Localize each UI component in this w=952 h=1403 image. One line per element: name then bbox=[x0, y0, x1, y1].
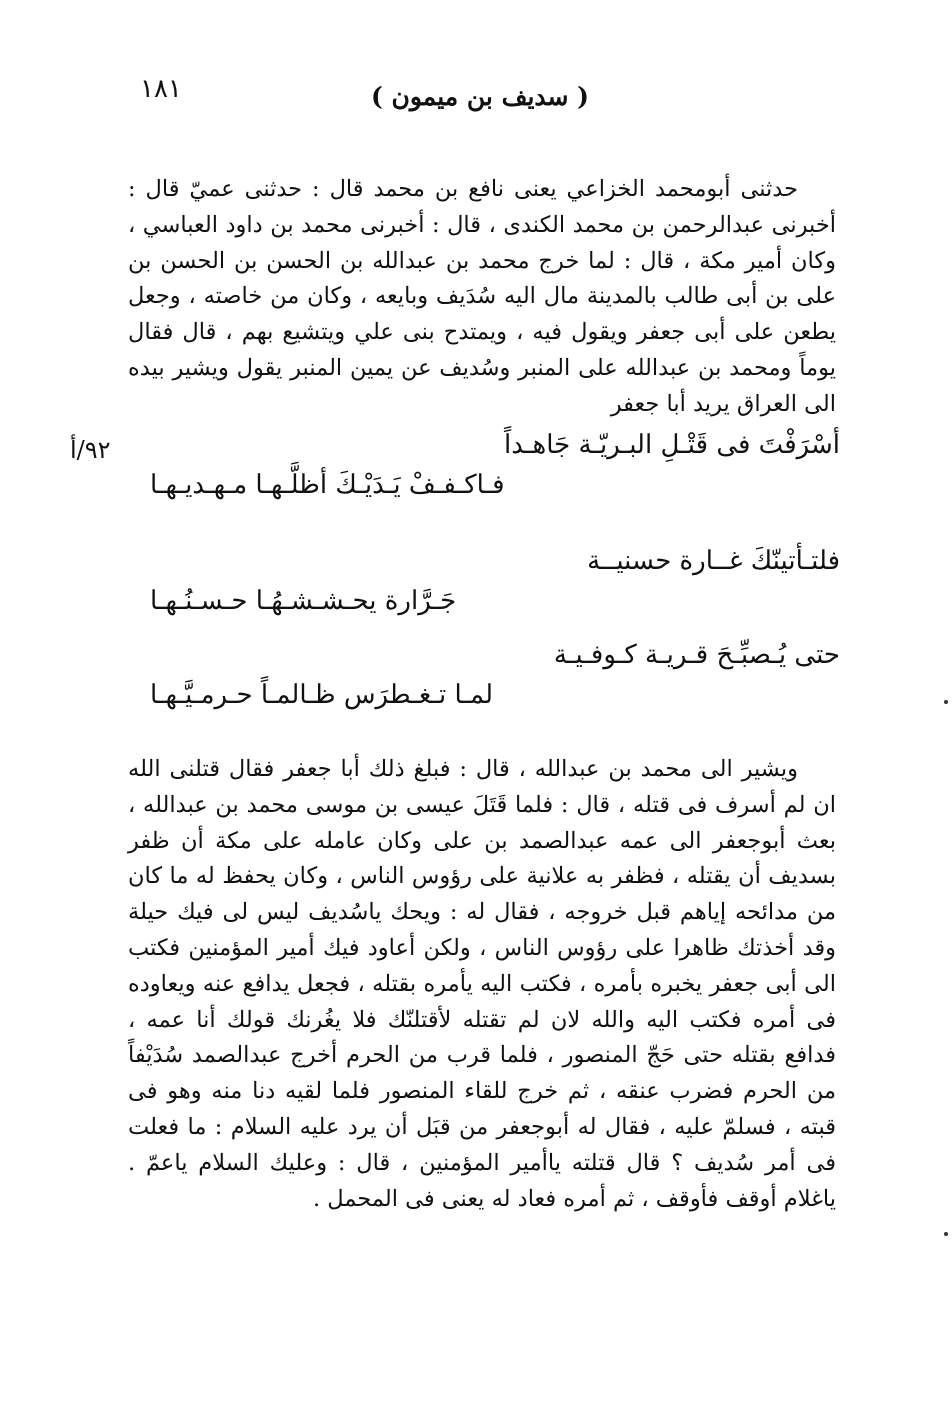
verse-first-hemistich: فلتـأتينّكَ غــارة حسنيــة bbox=[587, 546, 840, 576]
verse-second-hemistich: لمـا تـغـطرَس ظـالمـاً حـرمـيَّـهـا bbox=[150, 680, 494, 710]
poem-verse-3 bbox=[130, 640, 840, 730]
verse-second-hemistich: فـاكـفـفْ يَـدَيْـكَ أظلَّـهـا مـهـديـهـا bbox=[150, 470, 505, 500]
paragraph-narrative: ويشير الى محمد بن عبدالله ، قال : فبلغ ذلك أبا جعفر فقال قتلنى الله ان لم أسرف فى قتله ، قال : فلما قَتَلَ عيسى بن موسى محمد بن عبدالله ، بعث أبوجعفر الى عمه عبدالصمد بن على وكان عامله على مكة أن ظفر بسديف أن يقتله ، فظفر به علانية على رؤوس الناس ، وكان يحفظ له ما كان من مدائحه إياهم قبل خروجه ، فقال له : ويحك ياسُديف ليس لى فيك حيلة وقد أخذتك ظاهرا على رؤوس الناس ، ولكن أعاود فيك أمير المؤمنين فكتب الى أبى جعفر يخبره بأمره ، فكتب اليه يأمره بقتله ، فجعل يدافع عنه ويعاوده فى أمره فكتب اليه والله لان لم تقتله لأقتلنّك فلا يغُرنك قولك أنا عمه ، فدافع بقتله حتى حَجّ المنصور ، فلما قرب من الحرم أخرج عبدالصمد سُدَيْفاً من الحرم فضرب عنقه ، ثم خرج للقاء المنصور فلما لقيه دنا منه وهو فى قبته ، فسلمّ عليه ، فقال له أبوجعفر من قبَل أن يرد عليه السلام : ما فعلت فى أمر سُديف ؟ قال قتلته ياأمير المؤمنين ، قال : وعليك السلام ياعمّ . ياغلام أوقف فأوقف ، ثم أمره فعاد له يعنى فى المحمل . bbox=[128, 756, 837, 1212]
page-number: ١٨١ bbox=[140, 74, 182, 104]
verse-first-hemistich: حتى يُـصبِّـحَ قـريـة كـوفـيـة bbox=[553, 640, 840, 670]
scan-speck bbox=[944, 1232, 948, 1236]
margin-folio-reference: ٩٢/أ bbox=[70, 436, 111, 464]
verse-second-hemistich: جَـرَّارة يحـشـشـهُـا حـسـنُـهـا bbox=[150, 586, 457, 616]
scan-speck bbox=[944, 700, 948, 704]
poem-verse-2 bbox=[130, 546, 840, 636]
paragraph-intro: حدثنى أبومحمد الخزاعي يعنى نافع بن محمد قال : حدثنى عميّ قال : أخبرنى عبدالرحمن بن محمد الكندى ، قال : أخبرنى محمد بن داود العباسي ، وكان أمير مكة ، قال : لما خرج محمد بن عبدالله بن الحسن بن الحسن بن على بن أبى طالب بالمدينة مال اليه سُدَيف وبايعه ، وكان من خاصته ، وجعل يطعن على أبى جعفر ويقول فيه ، ويمتدح بنى علي ويتشيع بهم ، قال فقال يوماً ومحمد بن عبدالله على المنبر وسُديف عن يمين المنبر يقول ويشير بيده الى العراق يريد أبا جعفر bbox=[128, 176, 836, 417]
poem-verse-1 bbox=[130, 430, 840, 520]
running-title: ( سديف بن ميمون ) bbox=[370, 82, 590, 111]
verse-first-hemistich: أسْرَفْتَ فى قَتْـلِ البـريّـة جَاهـداً bbox=[504, 430, 840, 460]
